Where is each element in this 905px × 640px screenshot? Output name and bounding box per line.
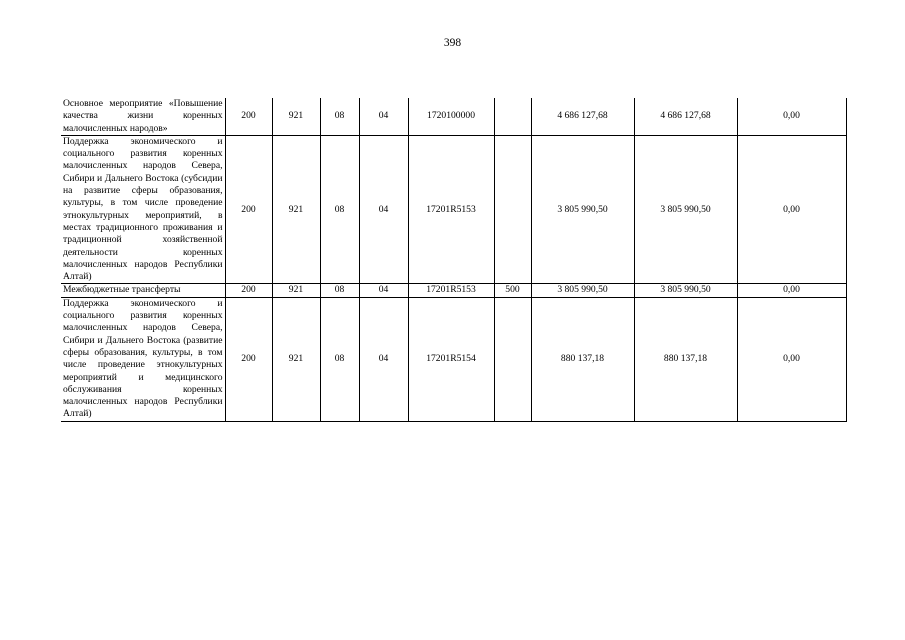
ministry-code-cell: 921 — [272, 135, 320, 284]
amount-executed-cell: 880 137,18 — [634, 297, 737, 421]
section-code-cell: 08 — [320, 297, 359, 421]
target-article-cell: 1720100000 — [408, 98, 494, 135]
subsection-code-cell: 04 — [359, 98, 408, 135]
amount-remainder-cell: 0,00 — [737, 284, 846, 297]
table-row — [61, 284, 846, 297]
ministry-code-cell: 921 — [272, 297, 320, 421]
amount-plan-cell: 3 805 990,50 — [531, 284, 634, 297]
ministry-code-cell: 921 — [272, 98, 320, 135]
amount-remainder-cell: 0,00 — [737, 297, 846, 421]
row-name: Основное мероприятие «Повышение качества жизни коренных малочисленных народов» — [61, 98, 225, 135]
row-name: Поддержка экономического и социального развития коренных малочисленных народов Севера, Сибири и Дальнего Востока (субсидии на развитие сферы образования, культуры, в том числе проведение этнокультурных мероприятий, в местах традиционного проживания и традиционной хозяйственной деятельности коренных малочисленных народов Республики Алтай) — [61, 135, 225, 284]
page-number: 398 — [443, 37, 462, 49]
section-code-cell: 08 — [320, 98, 359, 135]
subsection-code-cell: 04 — [359, 297, 408, 421]
amount-plan-cell: 4 686 127,68 — [531, 98, 634, 135]
section-code-cell: 08 — [320, 284, 359, 297]
amount-executed-cell: 3 805 990,50 — [634, 284, 737, 297]
section-code-cell: 08 — [320, 135, 359, 284]
amount-executed-cell: 4 686 127,68 — [634, 98, 737, 135]
row-name: Поддержка экономического и социального развития коренных малочисленных народов Севера, Сибири и Дальнего Востока (развитие сферы образования, культуры, в том числе проведение этнокультурных мероприятий и медицинского обслуживания коренных малочисленных народов Республики Алтай) — [61, 297, 225, 421]
table-row — [61, 135, 846, 284]
target-article-cell: 17201R5153 — [408, 284, 494, 297]
code-cell: 200 — [225, 135, 272, 284]
subsection-code-cell: 04 — [359, 135, 408, 284]
target-article-cell: 17201R5154 — [408, 297, 494, 421]
expense-type-cell — [494, 98, 531, 135]
expense-type-cell — [494, 135, 531, 284]
amount-executed-cell: 3 805 990,50 — [634, 135, 737, 284]
code-cell: 200 — [225, 297, 272, 421]
expense-type-cell: 500 — [494, 284, 531, 297]
amount-remainder-cell: 0,00 — [737, 135, 846, 284]
table-row — [61, 98, 846, 135]
budget-table — [61, 98, 847, 422]
table-row — [61, 297, 846, 421]
ministry-code-cell: 921 — [272, 284, 320, 297]
row-name: Межбюджетные трансферты — [61, 284, 225, 297]
amount-plan-cell: 3 805 990,50 — [531, 135, 634, 284]
target-article-cell: 17201R5153 — [408, 135, 494, 284]
code-cell: 200 — [225, 98, 272, 135]
amount-remainder-cell: 0,00 — [737, 98, 846, 135]
expense-type-cell — [494, 297, 531, 421]
amount-plan-cell: 880 137,18 — [531, 297, 634, 421]
code-cell: 200 — [225, 284, 272, 297]
subsection-code-cell: 04 — [359, 284, 408, 297]
